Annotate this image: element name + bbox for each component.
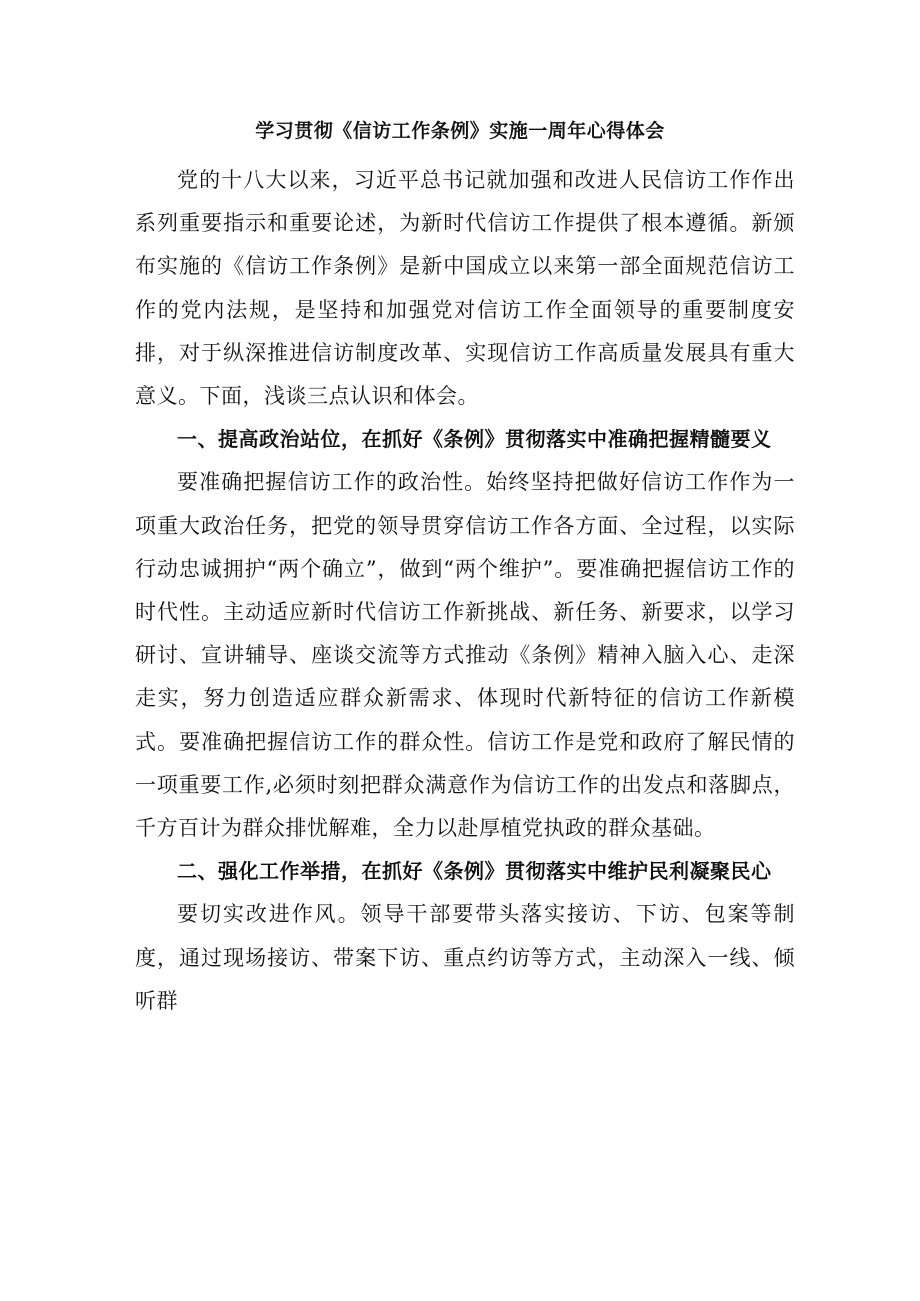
section-1-paragraph: 要准确把握信访工作的政治性。始终坚持把做好信访工作作为一项重大政治任务，把党的领导贯穿信访工作各方面、全过程，以实际行动忠诚拥护“两个确立”，做到“两个维护”。要准确把握信访工作的时代性。主动适应新时代信访工作新挑战、新任务、新要求，以学习研讨、宣讲辅导、座谈交流等方式推动《条例》精神入脑入心、走深走实，努力创造适应群众新需求、体现时代新特征的信访工作新模式。要准确把握信访工作的群众性。信访工作是党和政府了解民情的一项重要工作,必须时刻把群众满意作为信访工作的出发点和落脚点，千方百计为群众排忧解难，全力以赴厚植党执政的群众基础。 [135,470,795,841]
document-body [135,159,795,1023]
intro-paragraph: 党的十八大以来，习近平总书记就加强和改进人民信访工作作出系列重要指示和重要论述，为新时代信访工作提供了根本遵循。新颁布实施的《信访工作条例》是新中国成立以来第一部全面规范信访工作的党内法规，是坚持和加强党对信访工作全面领导的重要制度安排，对于纵深推进信访制度改革、实现信访工作高质量发展具有重大意义。下面，浅谈三点认识和体会。 [135,168,795,409]
section-2-paragraph: 要切实改进作风。领导干部要带头落实接访、下访、包案等制度，通过现场接访、带案下访、重点约访等方式，主动深入一线、倾听群 [135,902,795,1013]
section-heading-1: 一、提高政治站位，在抓好《条例》贯彻落实中准确把握精髓要义 [177,427,772,452]
document-title: 学习贯彻《信访工作条例》实施一周年心得体会 [255,120,665,142]
section-heading-2: 二、强化工作举措，在抓好《条例》贯彻落实中维护民利凝聚民心 [177,859,772,884]
